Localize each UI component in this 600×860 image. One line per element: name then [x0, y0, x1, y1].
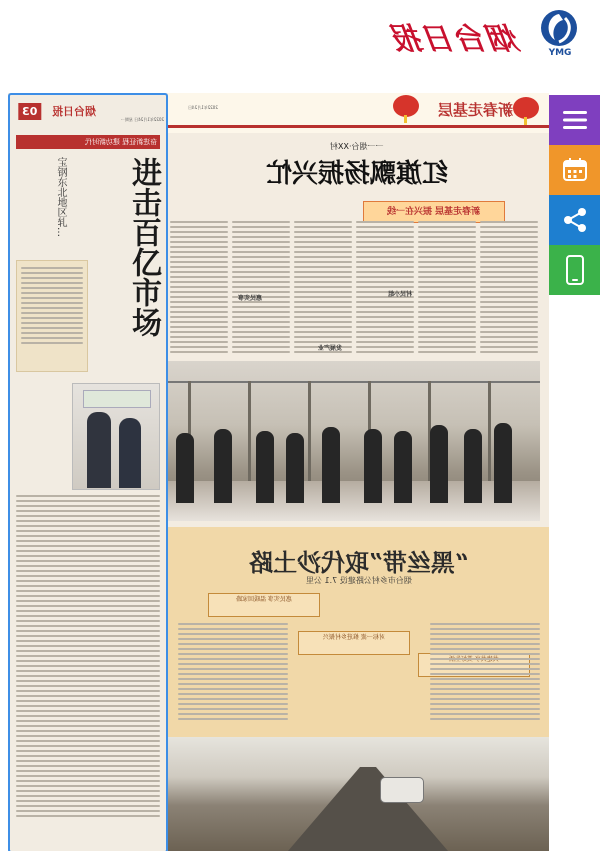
lower-subheadline: 烟台市乡村公路建设 7.1 公里 [305, 576, 412, 585]
header [0, 0, 600, 90]
lantern-icon [513, 97, 539, 119]
right-headline[interactable]: 红旗飘扬振兴忙 [265, 159, 448, 189]
calendar-button[interactable] [549, 145, 600, 195]
banner-tag: 新春走基层 振兴在一线 [363, 201, 505, 223]
left-headline: 进击百亿市场 [126, 157, 161, 337]
mobile-icon [565, 255, 585, 285]
right-page-header [168, 93, 549, 133]
calligraphy-title: 烟台日报 [389, 22, 522, 57]
calendar-icon [562, 157, 588, 183]
lantern-icon [393, 95, 419, 117]
menu-icon [561, 109, 589, 131]
lower-article[interactable] [168, 527, 549, 851]
newspaper-page[interactable] [8, 93, 549, 851]
left-subheadline: 宝钢东北地区轧… [55, 157, 66, 237]
left-column-header [14, 99, 162, 129]
right-masthead: 新春走基层 [438, 101, 514, 119]
side-toolbar [549, 95, 600, 295]
masthead-small: 烟台日报 [52, 105, 96, 118]
lower-tag: 惠民实事 温暖回家路 [208, 593, 320, 617]
left-photo [72, 383, 160, 490]
menu-button[interactable] [549, 95, 600, 145]
logo-text: YMG [548, 48, 572, 58]
left-dateline: 2022年1月24日 星期一 [120, 117, 164, 122]
left-column-article[interactable] [8, 93, 168, 851]
page-number: 03 [18, 103, 41, 120]
share-icon [562, 207, 588, 233]
right-dateline: 2022年1月24日 [188, 105, 218, 110]
lower-tag: 对标一流 推进乡村振兴 [298, 631, 410, 655]
right-subheadline: 一一烟台·XX村 [330, 142, 384, 151]
lower-headline: “黑丝带”取代沙土路 [248, 548, 469, 577]
road-photo [168, 737, 549, 851]
section-head: 发展产业 [318, 345, 343, 352]
share-button[interactable] [549, 195, 600, 245]
left-section-tag: 奋进新征程 建功新时代 [16, 135, 160, 149]
section-head: 惠民实事 [238, 295, 263, 302]
mobile-button[interactable] [549, 245, 600, 295]
main-photo[interactable] [168, 361, 540, 521]
section-head: 村民小组 [388, 291, 413, 298]
left-sidebar-box [16, 260, 88, 372]
